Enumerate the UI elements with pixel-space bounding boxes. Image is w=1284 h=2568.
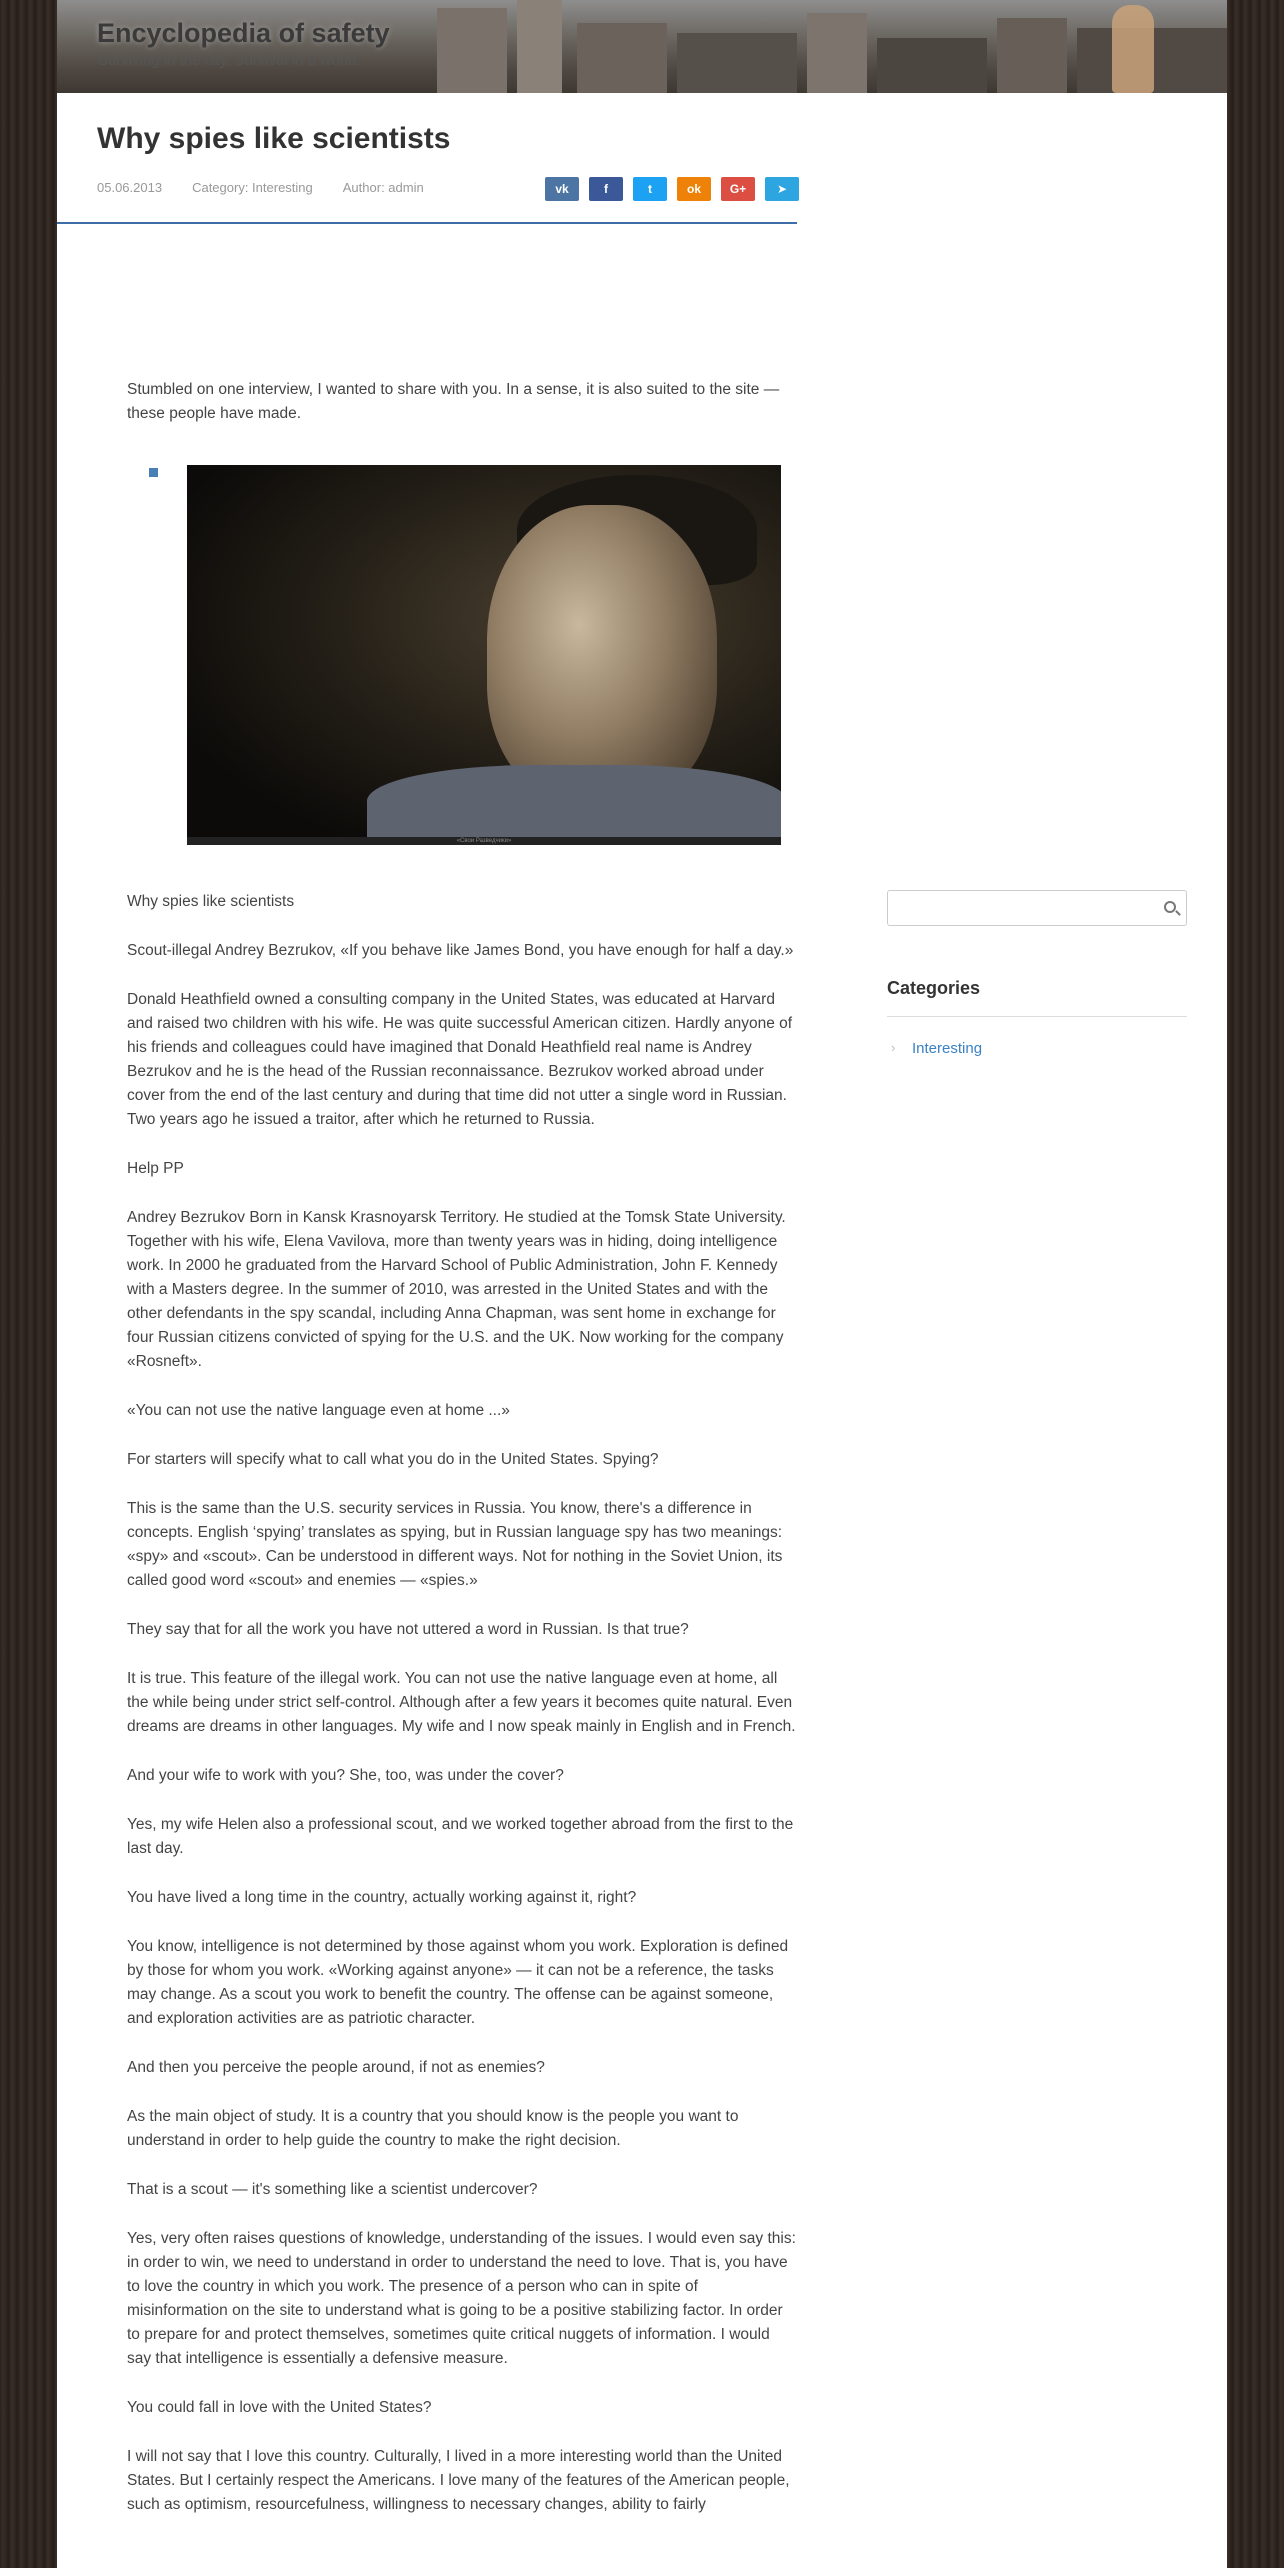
telegram-share-button[interactable]: ➤ bbox=[765, 177, 799, 201]
photo-caption: «Свои Разведчики» bbox=[187, 837, 781, 845]
article-paragraph: Scout-illegal Andrey Bezrukov, «If you behave like James Bond, you have enough for half a day.» bbox=[127, 942, 794, 959]
site-header bbox=[57, 0, 1227, 93]
article-paragraph: Help PP bbox=[127, 1160, 184, 1177]
article-paragraph: And your wife to work with you? She, too, was under the cover? bbox=[127, 1767, 564, 1784]
categories-title: Categories bbox=[887, 978, 981, 998]
vk-share-button[interactable]: vk bbox=[545, 177, 579, 201]
article-paragraph: Yes, my wife Helen also a professional scout, and we worked together abroad from the first to the last day. bbox=[127, 1816, 794, 1857]
article-paragraph: For starters will specify what to call what you do in the United States. Spying? bbox=[127, 1451, 659, 1468]
article-body bbox=[127, 890, 797, 2542]
facebook-share-button[interactable]: f bbox=[589, 177, 623, 201]
article-paragraph: It is true. This feature of the illegal work. You can not use the native language even at home, all the while being under strict self-control. Although after a few years it becomes quite natural. Even dreams are dreams in other languages. My wife and I now speak mainly in English and in French. bbox=[127, 1670, 796, 1735]
chevron-right-icon: › bbox=[891, 1040, 896, 1055]
page bbox=[57, 0, 1227, 2568]
article-paragraph: As the main object of study. It is a country that you should know is the people you want to understand in order to help guide the country to make the right decision. bbox=[127, 2108, 739, 2149]
article-paragraph: Yes, very often raises questions of knowledge, understanding of the issues. I would even say this: in order to win, we need to understand in order to understand the need to love. That is, you have to love the country in which you work. The presence of a person who can in spite of misinformation on the site to understand what is going to be a positive stabilizing factor. In order to prepare for and protect themselves, sometimes quite critical nuggets of information. I would say that intelligence is essentially a defensive measure. bbox=[127, 2230, 796, 2367]
article-paragraph: That is a scout — it's something like a scientist undercover? bbox=[127, 2181, 538, 2198]
article-paragraph: You know, intelligence is not determined by those against whom you work. Exploration is defined by those for whom you work. «Working against anyone» — it can not be a reference, the tasks may change. As a scout you work to benefit the country. The offense can be against someone, and exploration activities are as patriotic character. bbox=[127, 1938, 789, 2027]
twitter-share-button[interactable]: t bbox=[633, 177, 667, 201]
odnoklassniki-share-button[interactable]: ok bbox=[677, 177, 711, 201]
post-author-link[interactable]: Author: admin bbox=[342, 180, 424, 195]
article-paragraph: «You can not use the native language even at home ...» bbox=[127, 1402, 510, 1419]
article-paragraph: Donald Heathfield owned a consulting company in the United States, was educated at Harvard and raised two children with his wife. He was quite successful American citizen. Hardly anyone of his friends and colleagues could have imagined that Donald Heathfield real name is Andrey Bezrukov and he is the head of the Russian reconnaissance. Bezrukov worked abroad under cover from the end of the last century and during that time did not utter a single word in Russian. Two years ago he issued a traitor, after which he returned to Russia. bbox=[127, 991, 793, 1128]
search-field[interactable] bbox=[887, 890, 1187, 926]
googleplus-share-button[interactable]: G+ bbox=[721, 177, 755, 201]
share-buttons bbox=[545, 177, 799, 201]
site-tagline: Surviving in the city. Survival in a world. bbox=[98, 52, 361, 69]
site-title-link[interactable]: Encyclopedia of safety bbox=[97, 18, 390, 48]
article-paragraph: And then you perceive the people around, if not as enemies? bbox=[127, 2059, 545, 2076]
post-category-link[interactable]: Category: Interesting bbox=[192, 180, 313, 195]
article-paragraph: You have lived a long time in the country, actually working against it, right? bbox=[127, 1889, 637, 1906]
article-paragraph: I will not say that I love this country. Culturally, I lived in a more interesting world than the United States. But I certainly respect the Americans. I love many of the features of the American people, such as optimism, resourcefulness, willingness to necessary changes, ability to fairly bbox=[127, 2448, 790, 2513]
article-paragraph: You could fall in love with the United States? bbox=[127, 2399, 432, 2416]
article-paragraph: This is the same than the U.S. security services in Russia. You know, there's a difference in concepts. English ‘spying’ translates as spying, but in Russian language spy has two meanings: «spy» and «scout». Can be understood in different ways. Not for nothing in the Soviet Union, its called good word «scout» and enemies — «spies.» bbox=[127, 1500, 783, 1589]
category-link-interesting[interactable]: Interesting bbox=[912, 1040, 983, 1057]
post-date: 05.06.2013 bbox=[97, 180, 163, 195]
post-intro bbox=[127, 378, 797, 451]
header-figure-image bbox=[1112, 5, 1154, 93]
title-divider bbox=[57, 222, 797, 224]
article-paragraph: Why spies like scientists bbox=[127, 893, 295, 910]
intro-paragraph: Stumbled on one interview, I wanted to share with you. In a sense, it is also suited to the site — these people have made. bbox=[127, 381, 780, 422]
categories-divider bbox=[887, 1016, 1187, 1017]
article-photo[interactable] bbox=[187, 465, 781, 845]
post-title: Why spies like scientists bbox=[97, 122, 451, 155]
article-paragraph: Andrey Bezrukov Born in Kansk Krasnoyarsk Territory. He studied at the Tomsk State University. Together with his wife, Elena Vavilova, more than twenty years was in hiding, doing intelligence work. In 2000 he graduated from the Harvard School of Public Administration, John F. Kennedy with a Masters degree. In the summer of 2010, was arrested in the United States and with the other defendants in the spy scandal, including Anna Chapman, was sent home in exchange for four Russian citizens convicted of spying for the U.S. and the UK. Now working for the company «Rosneft». bbox=[127, 1209, 786, 1370]
search-icon[interactable] bbox=[1164, 901, 1176, 913]
list-bullet-icon bbox=[149, 468, 158, 477]
article-paragraph: They say that for all the work you have not uttered a word in Russian. Is that true? bbox=[127, 1621, 689, 1638]
post-meta bbox=[97, 180, 424, 195]
